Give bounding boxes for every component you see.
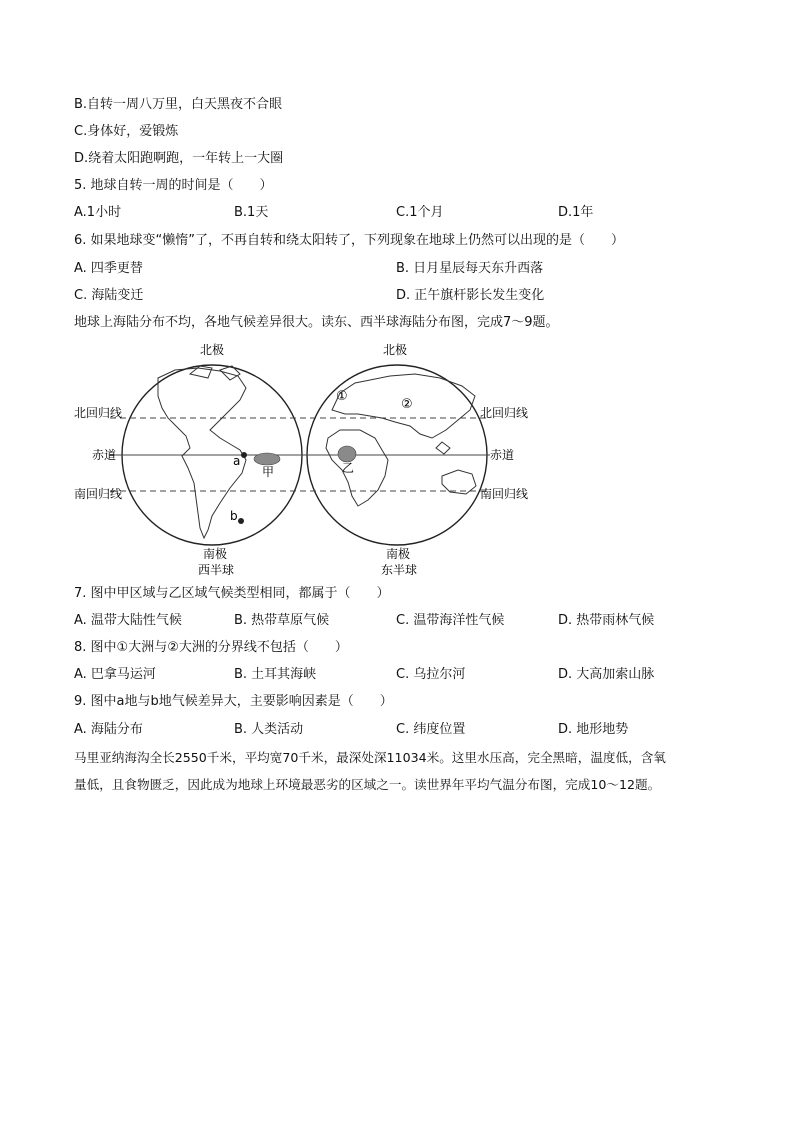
intro-7-9: 地球上海陆分布不均，各地气候差异很大。读东、西半球海陆分布图，完成7～9题。 — [74, 315, 559, 330]
q9-stem: 9. 图中a地与b地气候差异大，主要影响因素是（ ） — [74, 694, 393, 709]
q8-option-c: C. 乌拉尔河 — [396, 667, 466, 682]
region-jia-shading — [254, 453, 280, 465]
equator-label-west: 赤道 — [92, 448, 117, 462]
q4-option-d: D.绕着太阳跑啊跑，一年转上一大圈 — [74, 151, 284, 166]
q5-option-a: A.1小时 — [74, 205, 122, 220]
tropic-cancer-label-east: 北回归线 — [480, 406, 529, 420]
region-yi-label: 乙 — [342, 461, 355, 475]
north-pole-label-east: 北极 — [383, 343, 408, 357]
q6-option-b: B. 日月星辰每天东升西落 — [396, 261, 544, 276]
region-yi-shading — [338, 446, 356, 462]
q8-option-d: D. 大高加索山脉 — [558, 667, 655, 682]
q7-option-c: C. 温带海洋性气候 — [396, 613, 505, 628]
point-b-label: b — [230, 509, 238, 523]
q9-option-b: B. 人类活动 — [234, 722, 304, 737]
q9-option-c: C. 纬度位置 — [396, 722, 466, 737]
eastern-hemisphere-label: 东半球 — [381, 563, 418, 577]
eurasia-africa-landmass — [326, 374, 476, 506]
south-pole-label-east: 南极 — [386, 547, 411, 561]
q7-option-a: A. 温带大陆性气候 — [74, 613, 182, 628]
tropic-capricorn-label-west: 南回归线 — [74, 487, 123, 501]
region-jia-label: 甲 — [262, 465, 275, 479]
equator-label-east: 赤道 — [490, 448, 515, 462]
continent-2-label: ② — [401, 397, 413, 412]
continent-1-label: ① — [336, 389, 348, 404]
hemisphere-map — [70, 338, 540, 578]
q9-option-d: D. 地形地势 — [558, 722, 629, 737]
q8-stem: 8. 图中①大洲与②大洲的分界线不包括（ ） — [74, 640, 348, 655]
q6-stem: 6. 如果地球变“懒惰”了，不再自转和绕太阳转了，下列现象在地球上仍然可以出现的是（ ） — [74, 233, 625, 248]
q4-option-c: C.身体好，爱锻炼 — [74, 124, 179, 139]
q8-option-b: B. 土耳其海峡 — [234, 667, 317, 682]
point-a-label: a — [233, 454, 241, 468]
q5-option-c: C.1个月 — [396, 205, 444, 220]
south-pole-label-west: 南极 — [203, 547, 228, 561]
q9-option-a: A. 海陆分布 — [74, 722, 143, 737]
q6-option-c: C. 海陆变迁 — [74, 288, 144, 303]
q6-option-d: D. 正午旗杆影长发生变化 — [396, 288, 545, 303]
q7-option-b: B. 热带草原气候 — [234, 613, 330, 628]
q5-stem: 5. 地球自转一周的时间是（ ） — [74, 178, 273, 193]
q8-option-a: A. 巴拿马运河 — [74, 667, 156, 682]
point-a-marker — [241, 452, 247, 458]
tropic-capricorn-label-east: 南回归线 — [480, 487, 529, 501]
q5-option-b: B.1天 — [234, 205, 269, 220]
western-hemisphere-label: 西半球 — [198, 563, 235, 577]
q5-option-d: D.1年 — [558, 205, 594, 220]
intro-10-12-line2: 量低，且食物匮乏，因此成为地球上环境最恶劣的区域之一。读世界年平均气温分布图，完成10～12题。 — [74, 777, 661, 792]
intro-10-12-line1: 马里亚纳海沟全长2550千米，平均宽70千米，最深处深11034米。这里水压高，完全黑暗，温度低，含氧 — [74, 750, 666, 765]
north-pole-label-west: 北极 — [200, 343, 225, 357]
q4-option-b: B.自转一周八万里，白天黑夜不合眼 — [74, 97, 283, 112]
q6-option-a: A. 四季更替 — [74, 261, 143, 276]
q7-option-d: D. 热带雨林气候 — [558, 613, 655, 628]
tropic-cancer-label-west: 北回归线 — [74, 406, 123, 420]
point-b-marker — [238, 518, 244, 524]
q7-stem: 7. 图中甲区域与乙区域气候类型相同，都属于（ ） — [74, 586, 390, 601]
